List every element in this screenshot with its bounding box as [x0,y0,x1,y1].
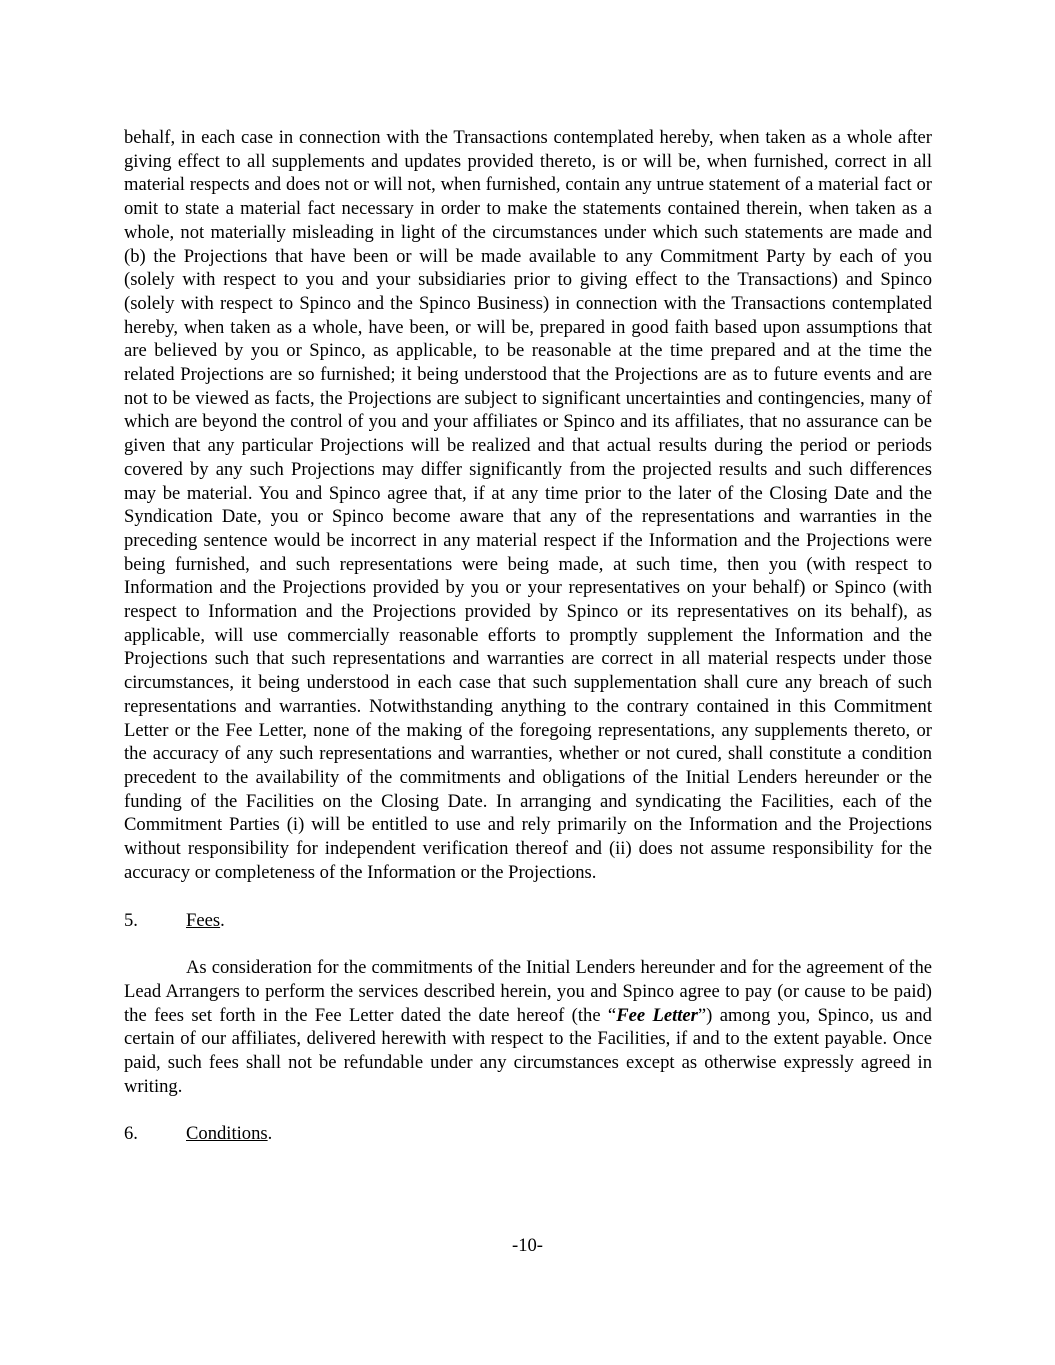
spacer [124,1098,932,1122]
section-title-wrapper [186,1122,272,1146]
section-title-wrapper [186,909,225,933]
section-heading-fees [124,909,932,933]
section-title: Fees [186,909,221,931]
paragraph-representations: behalf, in each case in connection with the Transactions contemplated hereby, when taken as a whole after giving effect to all supplements and updates provided thereto, is or will be, when furnished, correct in all material respects and does not or will not, when furnished, contain any untrue statement of a material fact or omit to state a material fact necessary in order to make the statements contained therein, when taken as a whole, not materially misleading in light of the circumstances under which such statements are made and (b) the Projections that have been or will be made available to any Commitment Party by each of you (solely with respect to you and your subsidiaries prior to giving effect to the Transactions) and Spinco (solely with respect to Spinco and the Spinco Business) in connection with the Transactions contemplated hereby, when taken as a whole, have been, or will be, prepared in good faith based upon assumptions that are believed by you or Spinco, as applicable, to be reasonable at the time prepared and at the time the related Projections are so furnished; it being understood that the Projections are as to future events and are not to be viewed as facts, the Projections are subject to significant uncertainties and contingencies, many of which are beyond the control of you and your affiliates or Spinco and its affiliates, that no assurance can be given that any particular Projections will be realized and that actual results during the period or periods covered by any such Projections may differ significantly from the projected results and such differences may be material. You and Spinco agree that, if at any time prior to the later of the Closing Date and the Syndication Date, you or Spinco become aware that any of the representations and warranties in the preceding sentence would be incorrect in any material respect if the Information and the Projections were being furnished, and such representations were being made, at such time, then you (with respect to Information and the Projections provided by you or your representatives on your behalf) or Spinco (with respect to Information and the Projections provided by Spinco or its representatives on its behalf), as applicable, will use commercially reasonable efforts to promptly supplement the Information and the Projections such that such representations and warranties are correct in all material respects under those circumstances, it being understood in each case that such supplementation shall cure any breach of such representations and warranties. Notwithstanding anything to the contrary contained in this Commitment Letter or the Fee Letter, none of the making of the foregoing representations, any supplements thereto, or the accuracy of any such representations and warranties, whether or not cured, shall constitute a condition precedent to the availability of the commitments and obligations of the Initial Lenders hereunder or the funding of the Facilities on the Closing Date. In arranging and syndicating the Facilities, each of the Commitment Parties (i) will be entitled to use and rely primarily on the Information and the Projections without responsibility for independent verification thereof and (ii) does not assume responsibility for the accuracy or completeness of the Information or the Projections. [124,127,932,883]
section-number: 5. [124,909,138,931]
spacer [124,885,932,909]
spacer [124,932,932,956]
fees-text-after: ”) among you, Spinco, us and certain of our affiliates, delivered herewith with respect to the Facilities, if and to the extent payable. Once paid, such fees shall not be refundable under any circumstances except as otherwise expressly agreed in writing. [124,1004,932,1097]
section-number: 6. [124,1123,138,1145]
fees-text-before: As consideration for the commitments of the Initial Lenders hereunder and for the agreement of the Lead Arrangers to perform the services described herein, you and Spinco agree to pay (or cause to be paid) the fees set forth in the Fee Letter dated the date hereof (the “ [124,957,932,1026]
section-title-punct: . [267,1123,273,1145]
section-title-punct: . [220,909,225,931]
section-heading-conditions [124,1122,932,1146]
document-page [124,126,932,1146]
section-title: Conditions [186,1123,268,1145]
defined-term-fee-letter: Fee Letter [616,1004,698,1026]
page-number: -10- [512,1235,543,1256]
paragraph-fees [124,956,932,1098]
